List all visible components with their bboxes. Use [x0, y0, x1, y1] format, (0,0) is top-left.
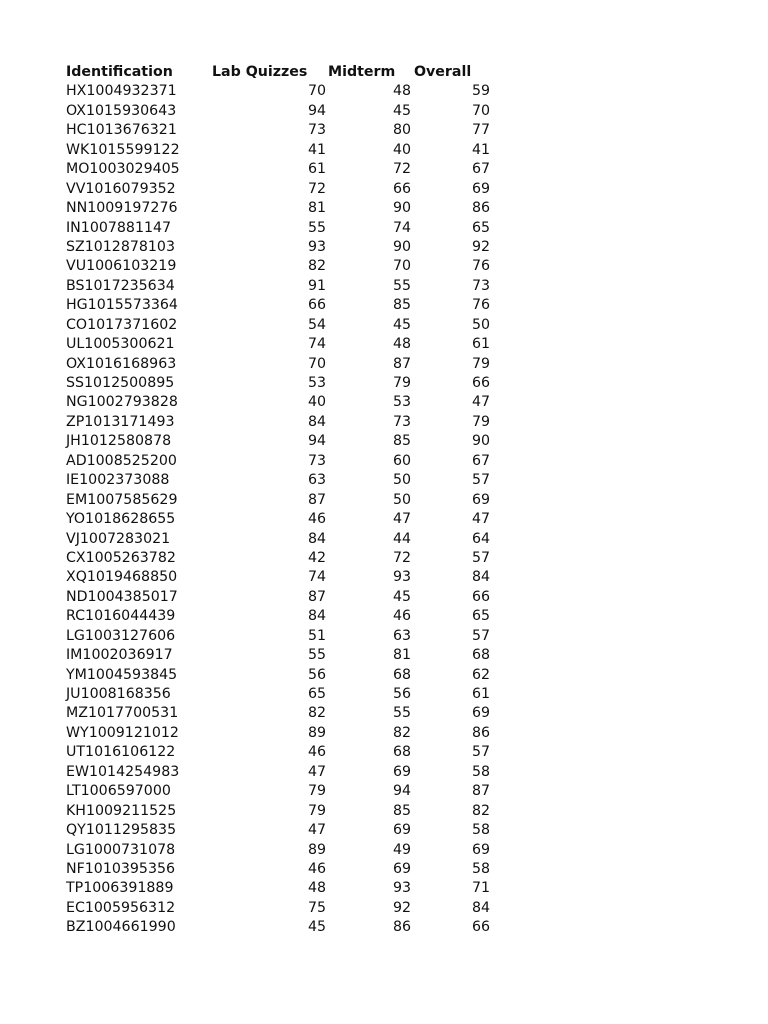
cell-midterm: 47 — [392, 511, 411, 528]
cell-identification: NG1002793828 — [66, 394, 178, 411]
cell-midterm: 72 — [392, 161, 411, 178]
cell-lab-quizzes: 93 — [307, 238, 326, 255]
cell-lab-quizzes: 45 — [307, 919, 326, 936]
cell-midterm: 55 — [392, 277, 411, 294]
cell-lab-quizzes: 73 — [307, 122, 326, 139]
header-lab-quizzes: Lab Quizzes — [212, 64, 308, 80]
cell-midterm: 49 — [392, 841, 411, 858]
table-row — [66, 296, 506, 315]
cell-overall: 62 — [471, 666, 490, 683]
cell-identification: ND1004385017 — [66, 588, 178, 605]
cell-lab-quizzes: 94 — [307, 102, 326, 119]
cell-lab-quizzes: 72 — [307, 180, 326, 197]
grades-sheet — [66, 63, 506, 938]
cell-overall: 82 — [471, 802, 490, 819]
cell-overall: 67 — [471, 452, 490, 469]
cell-identification: BS1017235634 — [66, 277, 175, 294]
cell-identification: EM1007585629 — [66, 491, 178, 508]
cell-overall: 73 — [471, 277, 490, 294]
table-body — [66, 82, 506, 937]
cell-lab-quizzes: 75 — [307, 899, 326, 916]
table-row — [66, 607, 506, 626]
cell-lab-quizzes: 51 — [307, 627, 326, 644]
table-row — [66, 530, 506, 549]
cell-lab-quizzes: 42 — [307, 549, 326, 566]
header-identification: Identification — [66, 64, 173, 80]
table-row — [66, 160, 506, 179]
cell-identification: LT1006597000 — [66, 783, 171, 800]
cell-midterm: 74 — [392, 219, 411, 236]
cell-lab-quizzes: 87 — [307, 491, 326, 508]
cell-overall: 70 — [471, 102, 490, 119]
cell-midterm: 90 — [392, 238, 411, 255]
cell-midterm: 46 — [392, 608, 411, 625]
table-row — [66, 666, 506, 685]
cell-midterm: 60 — [392, 452, 411, 469]
cell-overall: 69 — [471, 491, 490, 508]
table-row — [66, 257, 506, 276]
cell-lab-quizzes: 89 — [307, 724, 326, 741]
cell-midterm: 85 — [392, 802, 411, 819]
cell-midterm: 55 — [392, 705, 411, 722]
cell-midterm: 73 — [392, 413, 411, 430]
cell-overall: 69 — [471, 841, 490, 858]
header-midterm: Midterm — [328, 64, 396, 80]
cell-midterm: 63 — [392, 627, 411, 644]
cell-midterm: 68 — [392, 666, 411, 683]
cell-midterm: 40 — [392, 141, 411, 158]
cell-overall: 61 — [471, 686, 490, 702]
cell-overall: 58 — [471, 822, 490, 839]
cell-midterm: 72 — [392, 549, 411, 566]
cell-midterm: 48 — [392, 83, 411, 100]
table-row — [66, 355, 506, 374]
cell-identification: NF1010395356 — [66, 860, 176, 877]
table-row — [66, 413, 506, 432]
cell-midterm: 50 — [392, 491, 411, 508]
table-row — [66, 180, 506, 199]
cell-overall: 71 — [471, 880, 490, 897]
cell-identification: YM1004593845 — [66, 666, 178, 683]
cell-overall: 61 — [471, 336, 490, 353]
cell-identification: SZ1012878103 — [66, 238, 175, 255]
table-row — [66, 646, 506, 665]
table-row — [66, 452, 506, 471]
cell-overall: 65 — [471, 608, 490, 625]
cell-lab-quizzes: 46 — [307, 860, 326, 877]
table-row — [66, 743, 506, 762]
table-row — [66, 277, 506, 296]
cell-overall: 57 — [471, 744, 490, 761]
cell-midterm: 69 — [392, 763, 411, 780]
cell-lab-quizzes: 89 — [307, 841, 326, 858]
cell-midterm: 86 — [392, 919, 411, 936]
table-row — [66, 141, 506, 160]
cell-overall: 84 — [471, 569, 490, 586]
cell-identification: IM1002036917 — [66, 647, 173, 664]
cell-identification: HG1015573364 — [66, 297, 178, 314]
cell-identification: UL1005300621 — [66, 336, 175, 353]
table-row — [66, 782, 506, 801]
table-row — [66, 102, 506, 121]
cell-overall: 69 — [471, 180, 490, 197]
cell-identification: RC1016044439 — [66, 608, 176, 625]
cell-midterm: 93 — [392, 569, 411, 586]
cell-lab-quizzes: 63 — [307, 472, 326, 489]
cell-identification: CX1005263782 — [66, 549, 176, 566]
cell-midterm: 90 — [392, 200, 411, 217]
cell-midterm: 45 — [392, 316, 411, 333]
table-row — [66, 335, 506, 354]
cell-midterm: 50 — [392, 472, 411, 489]
table-row — [66, 510, 506, 529]
cell-midterm: 82 — [392, 724, 411, 741]
cell-midterm: 48 — [392, 336, 411, 353]
cell-lab-quizzes: 84 — [307, 530, 326, 547]
table-row — [66, 627, 506, 646]
cell-identification: WK1015599122 — [66, 141, 180, 158]
cell-overall: 66 — [471, 375, 490, 391]
cell-lab-quizzes: 79 — [307, 783, 326, 800]
cell-lab-quizzes: 55 — [307, 219, 326, 236]
cell-identification: IE1002373088 — [66, 472, 170, 489]
table-row — [66, 374, 506, 393]
table-row — [66, 491, 506, 510]
table-row — [66, 821, 506, 840]
cell-identification: XQ1019468850 — [66, 569, 178, 586]
cell-lab-quizzes: 87 — [307, 588, 326, 605]
table-row — [66, 899, 506, 918]
table-row — [66, 121, 506, 140]
table-row — [66, 549, 506, 568]
cell-midterm: 85 — [392, 433, 411, 450]
table-row — [66, 219, 506, 238]
table-row — [66, 238, 506, 257]
table-row — [66, 588, 506, 607]
table-row — [66, 432, 506, 451]
cell-lab-quizzes: 40 — [307, 394, 326, 411]
table-row — [66, 704, 506, 723]
table-row — [66, 393, 506, 412]
cell-overall: 92 — [471, 238, 490, 255]
cell-lab-quizzes: 56 — [307, 666, 326, 683]
cell-lab-quizzes: 94 — [307, 433, 326, 450]
cell-identification: WY1009121012 — [66, 724, 179, 741]
cell-lab-quizzes: 65 — [307, 686, 326, 702]
cell-overall: 41 — [471, 141, 490, 158]
table-row — [66, 860, 506, 879]
cell-midterm: 56 — [392, 686, 411, 702]
cell-midterm: 93 — [392, 880, 411, 897]
header-row — [66, 63, 506, 82]
cell-overall: 47 — [471, 394, 490, 411]
table-row — [66, 841, 506, 860]
cell-overall: 77 — [471, 122, 490, 139]
cell-lab-quizzes: 41 — [307, 141, 326, 158]
cell-lab-quizzes: 70 — [307, 355, 326, 372]
cell-overall: 64 — [471, 530, 490, 547]
cell-midterm: 92 — [392, 899, 411, 916]
cell-midterm: 70 — [392, 258, 411, 275]
cell-identification: UT1016106122 — [66, 744, 176, 761]
cell-identification: SS1012500895 — [66, 375, 175, 391]
cell-identification: YO1018628655 — [66, 511, 176, 528]
table-row — [66, 763, 506, 782]
cell-identification: HC1013676321 — [66, 122, 177, 139]
cell-midterm: 87 — [392, 355, 411, 372]
cell-identification: VV1016079352 — [66, 180, 176, 197]
cell-identification: EC1005956312 — [66, 899, 176, 916]
cell-lab-quizzes: 48 — [307, 880, 326, 897]
cell-identification: MO1003029405 — [66, 161, 180, 178]
cell-lab-quizzes: 46 — [307, 511, 326, 528]
header-overall: Overall — [414, 64, 472, 80]
cell-midterm: 81 — [392, 647, 411, 664]
cell-overall: 86 — [471, 200, 490, 217]
cell-identification: CO1017371602 — [66, 316, 178, 333]
table-row — [66, 316, 506, 335]
cell-identification: AD1008525200 — [66, 452, 177, 469]
cell-lab-quizzes: 81 — [307, 200, 326, 217]
cell-overall: 79 — [471, 413, 490, 430]
table-row — [66, 918, 506, 937]
cell-lab-quizzes: 66 — [307, 297, 326, 314]
table-row — [66, 802, 506, 821]
cell-lab-quizzes: 70 — [307, 83, 326, 100]
cell-lab-quizzes: 47 — [307, 822, 326, 839]
cell-lab-quizzes: 54 — [307, 316, 326, 333]
cell-identification: LG1000731078 — [66, 841, 176, 858]
cell-midterm: 85 — [392, 297, 411, 314]
cell-lab-quizzes: 61 — [307, 161, 326, 178]
cell-overall: 79 — [471, 355, 490, 372]
cell-overall: 59 — [471, 83, 490, 100]
cell-lab-quizzes: 74 — [307, 569, 326, 586]
cell-overall: 84 — [471, 899, 490, 916]
cell-overall: 57 — [471, 472, 490, 489]
cell-lab-quizzes: 82 — [307, 705, 326, 722]
table-row — [66, 199, 506, 218]
cell-lab-quizzes: 53 — [307, 375, 326, 391]
cell-lab-quizzes: 47 — [307, 763, 326, 780]
cell-lab-quizzes: 84 — [307, 608, 326, 625]
table-row — [66, 724, 506, 743]
cell-lab-quizzes: 91 — [307, 277, 326, 294]
table-row — [66, 879, 506, 898]
cell-lab-quizzes: 82 — [307, 258, 326, 275]
cell-overall: 67 — [471, 161, 490, 178]
cell-lab-quizzes: 84 — [307, 413, 326, 430]
cell-overall: 58 — [471, 860, 490, 877]
cell-identification: OX1016168963 — [66, 355, 177, 372]
cell-identification: IN1007881147 — [66, 219, 172, 236]
cell-overall: 65 — [471, 219, 490, 236]
cell-overall: 57 — [471, 627, 490, 644]
cell-overall: 76 — [471, 297, 490, 314]
cell-midterm: 80 — [392, 122, 411, 139]
cell-lab-quizzes: 73 — [307, 452, 326, 469]
cell-midterm: 94 — [392, 783, 411, 800]
cell-midterm: 44 — [392, 530, 411, 547]
cell-overall: 66 — [471, 588, 490, 605]
cell-identification: TP1006391889 — [66, 880, 174, 897]
cell-overall: 68 — [471, 647, 490, 664]
cell-midterm: 53 — [392, 394, 411, 411]
cell-overall: 58 — [471, 763, 490, 780]
cell-identification: ZP1013171493 — [66, 413, 175, 430]
cell-lab-quizzes: 55 — [307, 647, 326, 664]
cell-midterm: 69 — [392, 860, 411, 877]
table-row — [66, 685, 506, 704]
cell-identification: LG1003127606 — [66, 627, 176, 644]
cell-midterm: 66 — [392, 180, 411, 197]
cell-lab-quizzes: 46 — [307, 744, 326, 761]
cell-overall: 76 — [471, 258, 490, 275]
table-row — [66, 471, 506, 490]
cell-identification: JH1012580878 — [66, 433, 172, 450]
cell-overall: 50 — [471, 316, 490, 333]
cell-identification: QY1011295835 — [66, 822, 177, 839]
cell-identification: OX1015930643 — [66, 102, 177, 119]
cell-identification: EW1014254983 — [66, 763, 180, 780]
cell-overall: 86 — [471, 724, 490, 741]
cell-midterm: 45 — [392, 588, 411, 605]
table-row — [66, 568, 506, 587]
cell-identification: MZ1017700531 — [66, 705, 179, 722]
cell-lab-quizzes: 74 — [307, 336, 326, 353]
cell-overall: 87 — [471, 783, 490, 800]
cell-identification: HX1004932371 — [66, 83, 177, 100]
cell-overall: 57 — [471, 549, 490, 566]
cell-overall: 69 — [471, 705, 490, 722]
cell-identification: NN1009197276 — [66, 200, 178, 217]
cell-identification: BZ1004661990 — [66, 919, 176, 936]
cell-overall: 66 — [471, 919, 490, 936]
cell-overall: 47 — [471, 511, 490, 528]
cell-midterm: 69 — [392, 822, 411, 839]
cell-lab-quizzes: 79 — [307, 802, 326, 819]
cell-identification: JU1008168356 — [66, 686, 171, 702]
cell-midterm: 79 — [392, 375, 411, 391]
cell-identification: KH1009211525 — [66, 802, 177, 819]
cell-identification: VJ1007283021 — [66, 530, 171, 547]
table-row — [66, 82, 506, 101]
cell-midterm: 68 — [392, 744, 411, 761]
cell-identification: VU1006103219 — [66, 258, 177, 275]
cell-overall: 90 — [471, 433, 490, 450]
cell-midterm: 45 — [392, 102, 411, 119]
